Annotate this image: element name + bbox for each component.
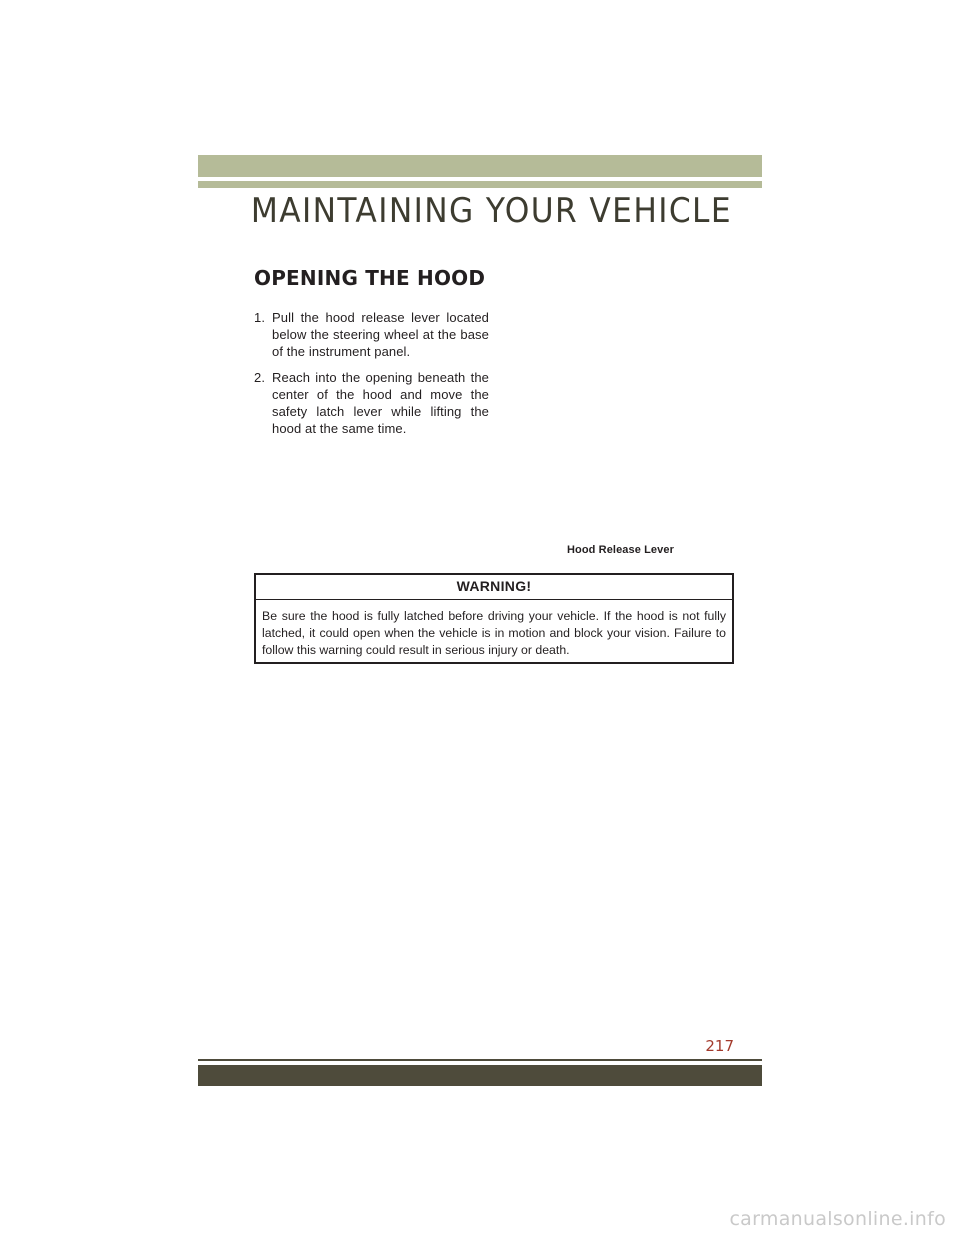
chapter-title: MAINTAINING YOUR VEHICLE — [250, 191, 732, 231]
watermark-text: carmanualsonline.info — [729, 1208, 946, 1230]
page-number: 217 — [705, 1037, 734, 1055]
warning-box — [254, 573, 734, 664]
section-heading: OPENING THE HOOD — [254, 266, 486, 290]
footer-band — [198, 1065, 762, 1086]
warning-text: Be sure the hood is fully latched before driving your vehicle. If the hood is not fully latched, it could open when the vehicle is in motion and block your vision. Failure to follow this warning could result in serious injury or death. — [262, 609, 726, 657]
step-number: 1. — [254, 310, 266, 325]
footer-rule — [198, 1059, 762, 1061]
instruction-steps — [254, 309, 489, 446]
figure-caption: Hood Release Lever — [567, 544, 674, 556]
header-band — [198, 155, 762, 177]
step-number: 2. — [254, 370, 266, 385]
step-item — [254, 309, 489, 360]
warning-title: WARNING! — [456, 578, 532, 594]
warning-title-row — [256, 575, 732, 600]
header-band-stripe — [198, 181, 762, 188]
step-text: Reach into the opening beneath the center of the hood and move the safety latch lever while lifting the hood at the same time. — [272, 370, 489, 436]
step-text: Pull the hood release lever located below the steering wheel at the base of the instrument panel. — [272, 310, 489, 359]
step-item — [254, 369, 489, 437]
